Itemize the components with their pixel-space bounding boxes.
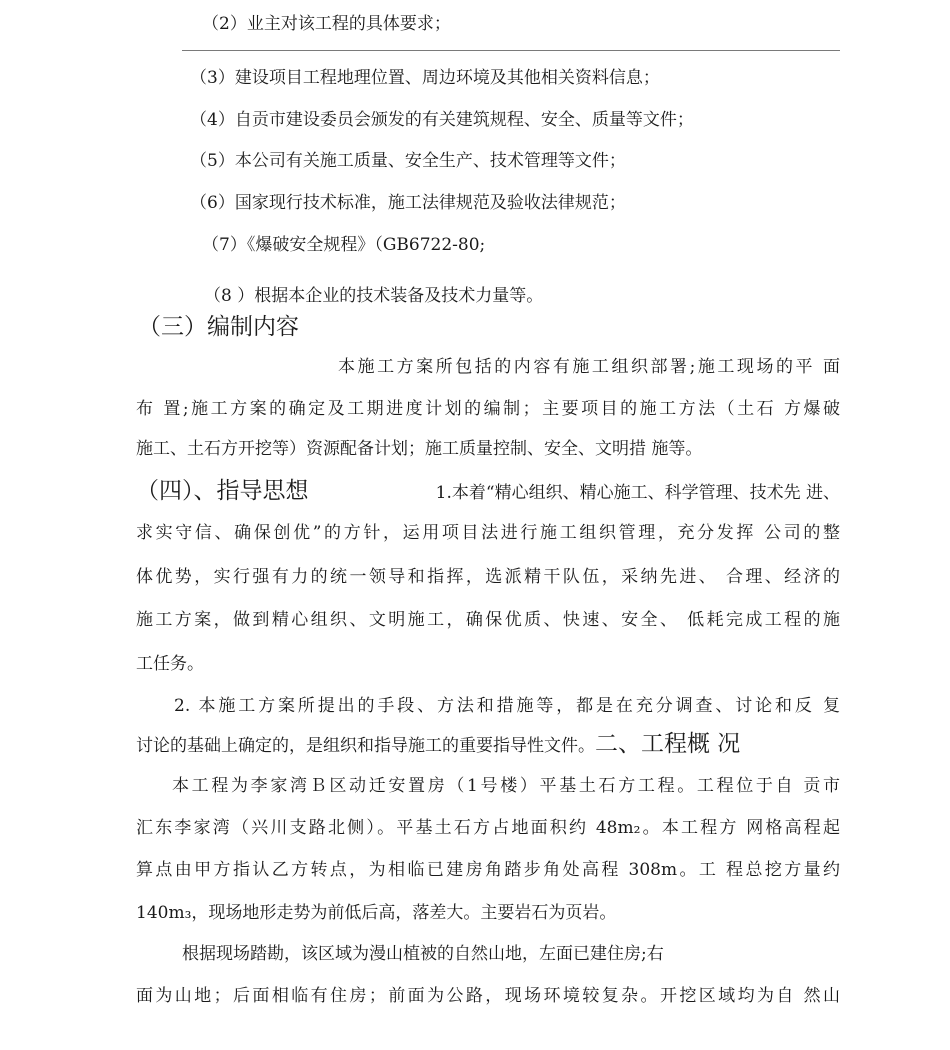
basis-item-4: （4）自贡市建设委员会颁发的有关建筑规程、安全、质量等文件； <box>190 110 694 130</box>
overview-line-1: 本工程为李家湾Ｂ区动迁安置房（1号楼）平基土石方工程。工程位于自 贡市 <box>172 776 840 796</box>
header-divider <box>182 50 840 51</box>
overview-line-3: 算点由甲方指认乙方转点，为相临已建房角踏步角处高程 308m。工 程总挖方量约 <box>136 860 840 880</box>
basis-item-6: （6）国家现行技术标准，施工法律规范及验收法律规范； <box>190 193 626 213</box>
section3-line-3: 施工、土石方开挖等）资源配备计划；施工质量控制、安全、文明措 施等。 <box>136 439 703 459</box>
section4-item2-line2-row <box>136 729 740 761</box>
section4-first-line <box>136 476 840 508</box>
basis-item-5: （5）本公司有关施工质量、安全生产、技术管理等文件； <box>190 151 626 171</box>
section3-line-1: 本施工方案所包括的内容有施工组织部署;施工现场的平 面 <box>338 357 840 377</box>
overview-line-4: 140m₃，现场地形走势为前低后高，落差大。主要岩石为页岩。 <box>136 903 617 923</box>
section4-line-4: 施工方案，做到精心组织、文明施工，确保优质、快速、安全、 低耗完成工程的施 <box>136 610 840 630</box>
section4-line-1: 1.本着“精心组织、精心施工、科学管理、技术先 进、 <box>435 483 840 503</box>
section4-item2-line1: 2. 本施工方案所提出的手段、方法和措施等，都是在充分调查、讨论和反 复 <box>174 696 840 716</box>
section4-heading: （四）、指导思想 <box>136 478 309 504</box>
section4-line-2: 求实守信、确保创优”的方针，运用项目法进行施工组织管理，充分发挥 公司的整 <box>136 523 840 543</box>
basis-item-8: （8 ）根据本企业的技术装备及技术力量等。 <box>204 286 544 306</box>
section4-line-5: 工任务。 <box>136 654 204 674</box>
basis-item-3: （3）建设项目工程地理位置、周边环境及其他相关资料信息； <box>190 68 660 88</box>
section4-item2-line2: 讨论的基础上确定的，是组织和指导施工的重要指导性文件。 <box>136 736 595 756</box>
overview-heading: 二、工程概 况 <box>595 731 741 757</box>
section4-line-3: 体优势，实行强有力的统一领导和指挥，选派精干队伍，采纳先进、 合理、经济的 <box>136 567 840 587</box>
basis-item-2: （2）业主对该工程的具体要求； <box>202 14 451 34</box>
overview-line-2: 汇东李家湾（兴川支路北侧）。平基土石方占地面积约 48m₂。本工程方 网格高程起 <box>136 818 840 838</box>
overview-line-6: 面为山地；后面相临有住房；前面为公路，现场环境较复杂。开挖区域均为自 然山 <box>136 986 840 1006</box>
section3-heading: （三）编制内容 <box>138 314 299 340</box>
overview-line-5: 根据现场踏勘，该区域为漫山植被的自然山地，左面已建住房;右 <box>182 944 664 964</box>
section3-line-2: 布 置;施工方案的确定及工期进度计划的编制；主要项目的施工方法（土石 方爆破 <box>136 399 840 419</box>
basis-item-7: （7）《爆破安全规程》（GB6722-80; <box>202 235 486 255</box>
